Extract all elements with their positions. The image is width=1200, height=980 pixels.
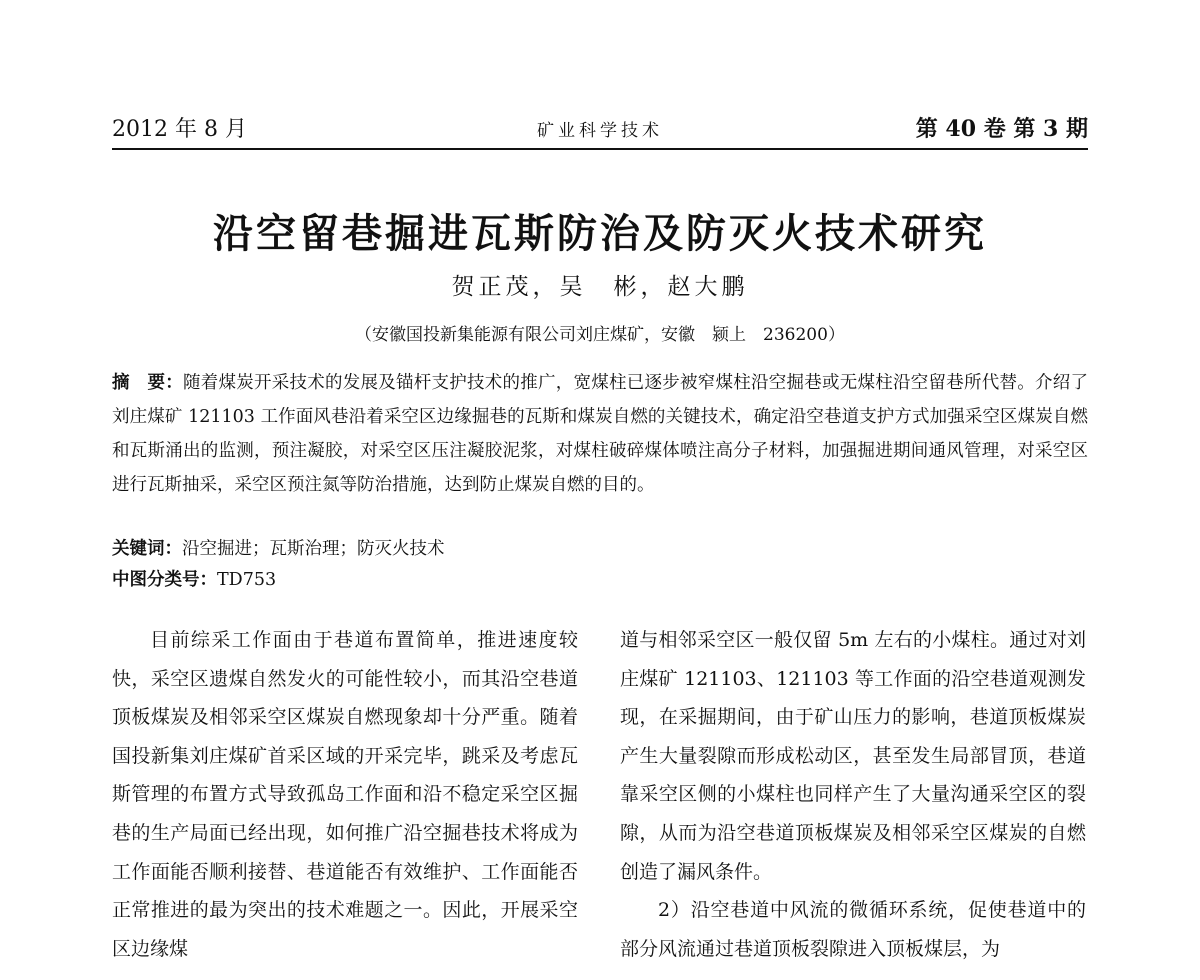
- abstract-text: 随着煤炭开采技术的发展及锚杆支护技术的推广，宽煤柱已逐步被窄煤柱沿空掘巷或无煤柱沿空留巷所代替。介绍了刘庄煤矿 121103 工作面风巷沿着采空区边缘掘巷的瓦斯和煤炭自燃的关键技术，确定沿空巷道支护方式加强采空区煤炭自燃和瓦斯涌出的监测，预注凝胶，对采空区压注凝胶泥浆，对煤柱破碎煤体喷注高分子材料，加强掘进期间通风管理，对采空区进行瓦斯抽采，采空区预注氮等防治措施，达到防止煤炭自燃的目的。: [112, 373, 1088, 495]
- classification-label: 中图分类号：: [112, 570, 217, 590]
- body-left-column: [112, 621, 578, 968]
- keywords: [112, 535, 445, 560]
- keywords-text: 沿空掘进；瓦斯治理；防灭火技术: [182, 539, 445, 559]
- body-paragraph: 2）沿空巷道中风流的微循环系统，促使巷道中的部分风流通过巷道顶板裂隙进入顶板煤层，为: [620, 899, 1086, 960]
- abstract-label: 摘 要：: [112, 373, 183, 393]
- issue-date: 2012 年 8 月: [112, 117, 247, 142]
- affiliation: （安徽国投新集能源有限公司刘庄煤矿，安徽 颍上 236200）: [355, 325, 845, 345]
- volume-issue: 第 40 卷 第 3 期: [915, 116, 1088, 142]
- body-paragraph: 目前综采工作面由于巷道布置简单，推进速度较快，采空区遗煤自然发火的可能性较小，而其沿空巷道顶板煤炭及相邻采空区煤炭自燃现象却十分严重。随着国投新集刘庄煤矿首采区域的开采完毕，跳采及考虑瓦斯管理的布置方式导致孤岛工作面和沿不稳定采空区掘巷的生产局面已经出现，如何推广沿空掘巷技术将成为工作面能否顺利接替、巷道能否有效维护、工作面能否正常推进的最为突出的技术难题之一。因此，开展采空区边缘煤: [112, 629, 578, 960]
- running-header: [112, 112, 1088, 148]
- keywords-label: 关键词：: [112, 539, 182, 559]
- paper-title: 沿空留巷掘进瓦斯防治及防灭火技术研究: [213, 210, 987, 257]
- classification-code: TD753: [217, 570, 277, 590]
- body-paragraph: 道与相邻采空区一般仅留 5m 左右的小煤柱。通过对刘庄煤矿 121103、121103 等工作面的沿空巷道观测发现，在采掘期间，由于矿山压力的影响，巷道顶板煤炭产生大量裂隙而形成松动区，甚至发生局部冒顶，巷道靠采空区侧的小煤柱也同样产生了大量沟通采空区的裂隙，从而为沿空巷道顶板煤炭及相邻采空区煤炭的自燃创造了漏风条件。: [620, 629, 1086, 883]
- body-right-column: [620, 621, 1086, 968]
- abstract: [112, 366, 1088, 502]
- classification: [112, 566, 276, 591]
- journal-name: 矿业科学技术: [537, 121, 663, 141]
- header-rule: [112, 148, 1088, 150]
- authors: 贺正茂，吴 彬，赵大鹏: [451, 274, 749, 300]
